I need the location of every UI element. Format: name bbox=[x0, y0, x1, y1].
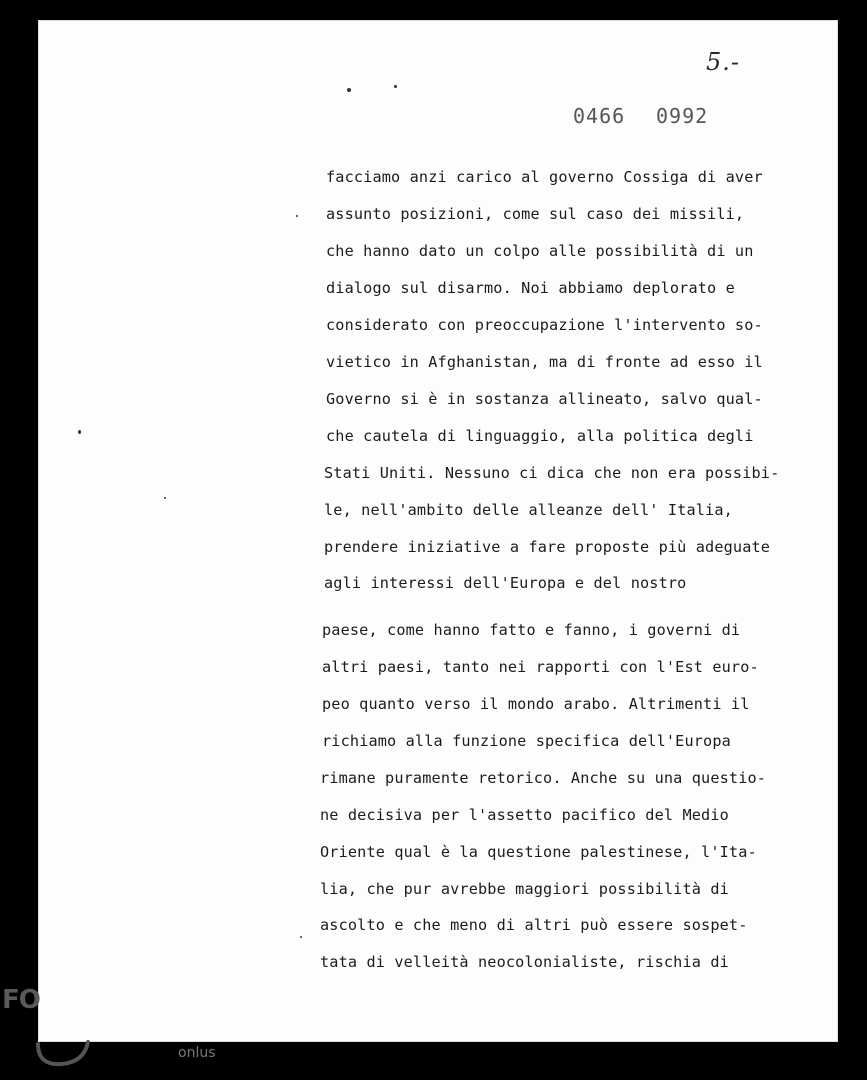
text-line: considerato con preoccupazione l'intervento so- bbox=[326, 316, 763, 334]
text-line: altri paesi, tanto nei rapporti con l'Est euro- bbox=[322, 658, 759, 676]
watermark-logo-text: FO bbox=[2, 985, 40, 1015]
scan-speck bbox=[394, 85, 397, 88]
text-line: Oriente qual è la questione palestinese, l'Ita- bbox=[320, 843, 757, 861]
scan-speck bbox=[164, 497, 166, 499]
text-line: lia, che pur avrebbe maggiori possibilità di bbox=[320, 880, 729, 898]
text-line: assunto posizioni, come sul caso dei missili, bbox=[326, 205, 745, 223]
text-line: Governo si è in sostanza allineato, salvo qual- bbox=[326, 390, 763, 408]
watermark-onlus-text: onlus bbox=[178, 1045, 216, 1061]
text-line: prendere iniziative a fare proposte più adeguate bbox=[324, 538, 771, 556]
text-line: agli interessi dell'Europa e del nostro bbox=[324, 574, 687, 592]
page-number: 5.- bbox=[706, 48, 741, 76]
scan-speck bbox=[347, 88, 351, 92]
text-line: facciamo anzi carico al governo Cossiga di aver bbox=[326, 168, 763, 186]
text-line: paese, come hanno fatto e fanno, i governi di bbox=[322, 621, 741, 639]
scan-speck bbox=[296, 215, 298, 217]
text-line: rimane puramente retorico. Anche su una questio- bbox=[320, 769, 767, 787]
watermark-logo-icon bbox=[32, 1030, 92, 1070]
scan-speck bbox=[78, 430, 81, 434]
text-line: vietico in Afghanistan, ma di fronte ad esso il bbox=[326, 353, 763, 371]
text-line: peo quanto verso il mondo arabo. Altrimenti il bbox=[322, 695, 750, 713]
archive-code-b: 0992 bbox=[656, 104, 709, 128]
text-line: richiamo alla funzione specifica dell'Europa bbox=[322, 732, 731, 750]
text-line: che cautela di linguaggio, alla politica degli bbox=[326, 427, 754, 445]
text-line: Stati Uniti. Nessuno ci dica che non era possibi- bbox=[324, 464, 780, 482]
text-line: che hanno dato un colpo alle possibilità di un bbox=[326, 242, 754, 260]
archive-code-a: 0466 bbox=[573, 104, 626, 128]
text-line: dialogo sul disarmo. Noi abbiamo deplorato e bbox=[326, 279, 735, 297]
text-line: le, nell'ambito delle alleanze dell' Italia, bbox=[324, 501, 733, 519]
text-line: ascolto e che meno di altri può essere sospet- bbox=[320, 916, 748, 934]
scan-speck bbox=[300, 936, 302, 938]
text-line: tata di velleità neocolonialiste, rischia di bbox=[320, 953, 729, 971]
text-line: ne decisiva per l'assetto pacifico del Medio bbox=[320, 806, 729, 824]
